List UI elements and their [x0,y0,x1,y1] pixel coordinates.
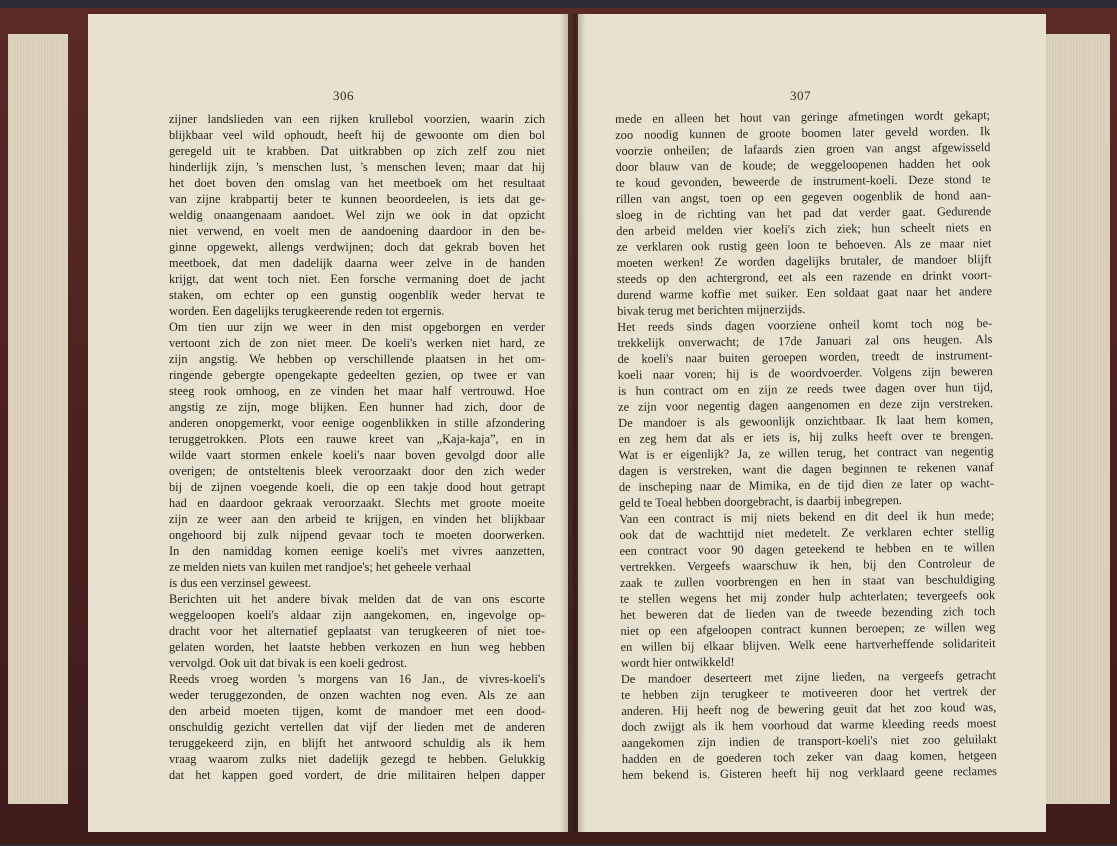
text-line: steeg rook omhoog, en ze vinden het maar half vertrouwd. Hoe [169,384,545,398]
text-line: den arbeid moeten tijgen, komt de mandoer met een dood- [169,704,545,718]
text-line: van zijne krabpartij beter te kunnen beoordeelen, is iets dat ge- [169,192,545,206]
text-line: bij de zijnen voegende koeli, die op een takje dood hout getrapt [169,480,545,494]
text-line: dat het kappen goed vordert, de drie militairen helpen dapper [169,768,545,782]
text-line: den arbeid melden vier koeli's zich ziek; hun scheelt niets en [616,220,992,238]
text-line: zijn angstig. We hebben op verschillende plaatsen in het om- [169,352,545,366]
text-line: vraag waarom zulks niet dadelijk gezegd te hebben. Gelukkig [169,752,545,766]
text-line: krijgt, dat went toch niet. Een forsche vermaning doet de jacht [169,272,545,286]
text-line: het doet boven den omslag van het meetboek om het resultaat [169,176,545,190]
page-number-left: 306 [333,88,354,103]
text-line: zijn ze weer aan den arbeid te krijgen, en vinden het blijkbaar [169,512,545,526]
text-line: blijkbaar veel wild ophoudt, heeft hij de gewoonte om dien bol [169,128,545,142]
text-line: vertrekken. Vergeefs waarschuw ik hen, bij den Controleur de [619,556,995,574]
text-line: ginne opgewekt, allengs verdwijnen; doch dat gekrab boven het [169,240,545,254]
text-line: door blauw van de koude; de weggeloopenen hadden het ook [615,156,991,174]
right-page-text [615,107,997,783]
text-line: dracht voor het alternatief geplaatst van terugkeeren of niet toe- [169,624,545,638]
text-line: weldig onaangenaam aandoet. Wel zijn we ook in dat opzicht [169,208,545,222]
page-number-right: 307 [790,88,811,103]
right-page [578,14,1046,832]
text-line: ook dat de wachttijd niet medetelt. Ze verklaren echter stellig [619,524,995,542]
text-line: weder teruggezonden, de onzen wachten nog even. Als ze aan [169,688,545,702]
text-line: het beweren dat de lieden van de tweede bezending zich toch [620,604,996,622]
left-page-edges [8,34,68,804]
text-line: gelaten worden, het laatste hebben verkozen en hun weg hebben [169,640,545,654]
text-line: weggeloopen koeli's aldaar zijn aangekomen, en, ingevolge op- [169,608,545,622]
text-line: angstig ze zijn, moge blijken. Een hunner had zich, door de [169,400,545,414]
text-line: bivak terug met berichten mijnerzijds. [617,302,806,318]
text-line: en willen bij elkaar blijven. Welk eene hartverheffende solidariteit [620,636,996,654]
text-line: wordt hier ontwikkeld! [620,654,735,670]
text-line: is dus een verzinsel geweest. [169,576,312,590]
text-line: ze zijn voor negentig dagen aangenomen en deze zijn verstreken. [618,396,994,414]
text-line: Berichten uit het andere bivak melden dat de van ons escorte [169,592,545,606]
text-line: te koud gevonden, beweerde de instrument-koeli. Deze stond te [615,172,991,190]
text-line: te hebben zijn terugkeer te motiveeren door het vertrek der [621,684,997,702]
text-line: koeli naar voren; hij is de woordvoerder. Volgens zijn beweren [617,364,993,382]
text-line: Reeds vroeg worden 's morgens van 16 Jan., de vivres-koeli's [169,672,545,686]
text-line: ringende gebergte opengekapte gedeelten gezien, op twee er van [169,368,545,382]
text-line: had en daardoor gekraak veroorzaakt. Slechts met groote moeite [169,496,545,510]
text-line: Het reeds sinds dagen voorziene onheil komt toch nog be- [617,316,993,334]
text-line: vertoont zich de zon niet meer. De koeli's werken niet hard, ze [169,336,545,350]
text-line: doch zwijgt als ik hem voorhoud dat warme kleeding reeds moest [621,716,997,734]
text-line: dagen is verstreken, want die dagen beginnen te rekenen vanaf [618,460,994,478]
text-line: de koeli's naar buiten geroepen worden, treedt de instrument- [617,348,993,366]
text-line: de inscheping naar de Mimika, en de tijd dien ze later op wacht- [618,476,994,494]
text-line: niet verwend, en voelt men de aandoening daardoor in den be- [169,224,545,238]
text-line: wilde vaart stormen enkele koeli's naar boven gevolgd door alle [169,448,545,462]
left-page-text [169,111,545,783]
text-line: ze melden niets van kuilen met randjoe's; het geheele verhaal [169,560,472,574]
text-line: trekkelijk onverwacht; de 17de Januari zal ons heugen. Als [617,332,993,350]
text-line: geld te Toeal hebben doorgebracht, is daarbij inbegrepen. [619,493,902,510]
text-line: durend warme koffie met suiker. Een soldaat gaat naar het andere [616,284,992,302]
text-line: De mandoer deserteert met zijne lieden, na vergeefs getracht [620,668,997,686]
text-line: hem bekend is. Gisteren heeft hij nog verklaard geene reclames [621,764,998,782]
text-line: Om tien uur zijn we weer in den mist opgeborgen en verder [169,320,545,334]
right-page-edges [1040,34,1110,804]
text-line: ongehoord bij zulk nijpend gevaar toch te moeten doorwerken. [169,528,545,542]
text-line: ze verklaren ook rustig geen loon te behoeven. Als ze maar niet [616,236,992,254]
text-line: worden. Een dagelijks terugkeerende reden tot ergernis. [169,304,445,318]
text-line: te stellen wegens het mij zonder hulp achterlaten; tevergeefs ook [620,588,996,606]
text-line: staken, om echter op een gunstig oogenblik weder hervat te [169,288,545,302]
text-line: onschuldig gezicht vertellen dat vijf der lieden met de anderen [169,720,545,734]
book-gutter [560,14,586,832]
text-line: anderen onopgemerkt, voor eenige oogenblikken in stille afzondering [169,416,545,430]
text-line: geregeld uit te krabben. Dat uitkrabben op zich zelf zou niet [169,144,545,158]
text-line: In den namiddag komen eenige koeli's met vivres aanzetten, [169,544,545,558]
text-line: zijner landslieden van een rijken krullebol voorzien, waarin zich [169,112,545,126]
text-line: een contract voor 90 dagen geteekend te hebben en te willen [619,540,995,558]
text-line: hadden en de goederen toch zeker van daag komen, hetgeen [621,748,997,766]
text-line: is hun contract om en zijn ze reeds twee dagen over hun tijd, [617,380,993,398]
text-line: teruggekeerd zijn, en blijft het antwoord schuldig als ik hem [169,736,545,750]
text-line: en zeg hem dat als er iets is, hij zulks heeft over te brengen. [618,428,994,446]
text-line: meetboek, dat men dadelijk daarna weer zelve in de handen [169,256,545,270]
left-page [88,14,568,832]
text-line: overigen; de ontsteltenis bleek veroorzaakt door den zich weder [169,464,545,478]
text-line: moeten werken! Ze worden dagelijks brutaler, de mandoer blijft [616,252,992,270]
text-line: mede en alleen het hout van geringe afmetingen wordt gekapt; [615,108,991,126]
text-line: teruggetrokken. Plots een rauwe kreet van „Kaja-kaja”, en in [169,432,545,446]
text-line: voorzie onheilen; de lafaards zien groen van angst afgewisseld [615,140,991,158]
text-line: Wat is er eigenlijk? Ja, ze willen terug, het contract van negentig [618,444,994,462]
text-line: sloeg in de richting van het pad dat verder gaat. Gedurende [616,204,992,222]
text-line: rillen van angst, toen op een gegeven oogenblik de hond aan- [615,188,991,206]
text-line: niet op een afgeloopen contract kunnen beroepen; ze willen weg [620,620,996,638]
text-line: vervolgd. Ook uit dat bivak is een koeli gedrost. [169,656,407,670]
text-line: aangekomen zijn indien de transport-koeli's niet zoo geluilakt [621,732,997,750]
text-line: hinderlijk zijn, 's menschen lust, 's menschen leven; maar dat hij [169,160,545,174]
text-line: De mandoer is als gewoonlijk onzichtbaar. Ik laat hem komen, [618,412,994,430]
text-line: Van een contract is mij niets bekend en dit deel ik hun mede; [619,508,995,526]
text-line: steeds op den achtergrond, eet als een razende en drinkt voort- [616,268,992,286]
text-line: anderen. Hij heeft nog de bewering geuit dat het zoo koud was, [621,700,997,718]
text-line: zaak te zullen voorbrengen en hen in staat van beschuldiging [619,572,995,590]
text-line: zoo noodig kunnen de groote boomen later geveld worden. Ik [615,124,991,142]
